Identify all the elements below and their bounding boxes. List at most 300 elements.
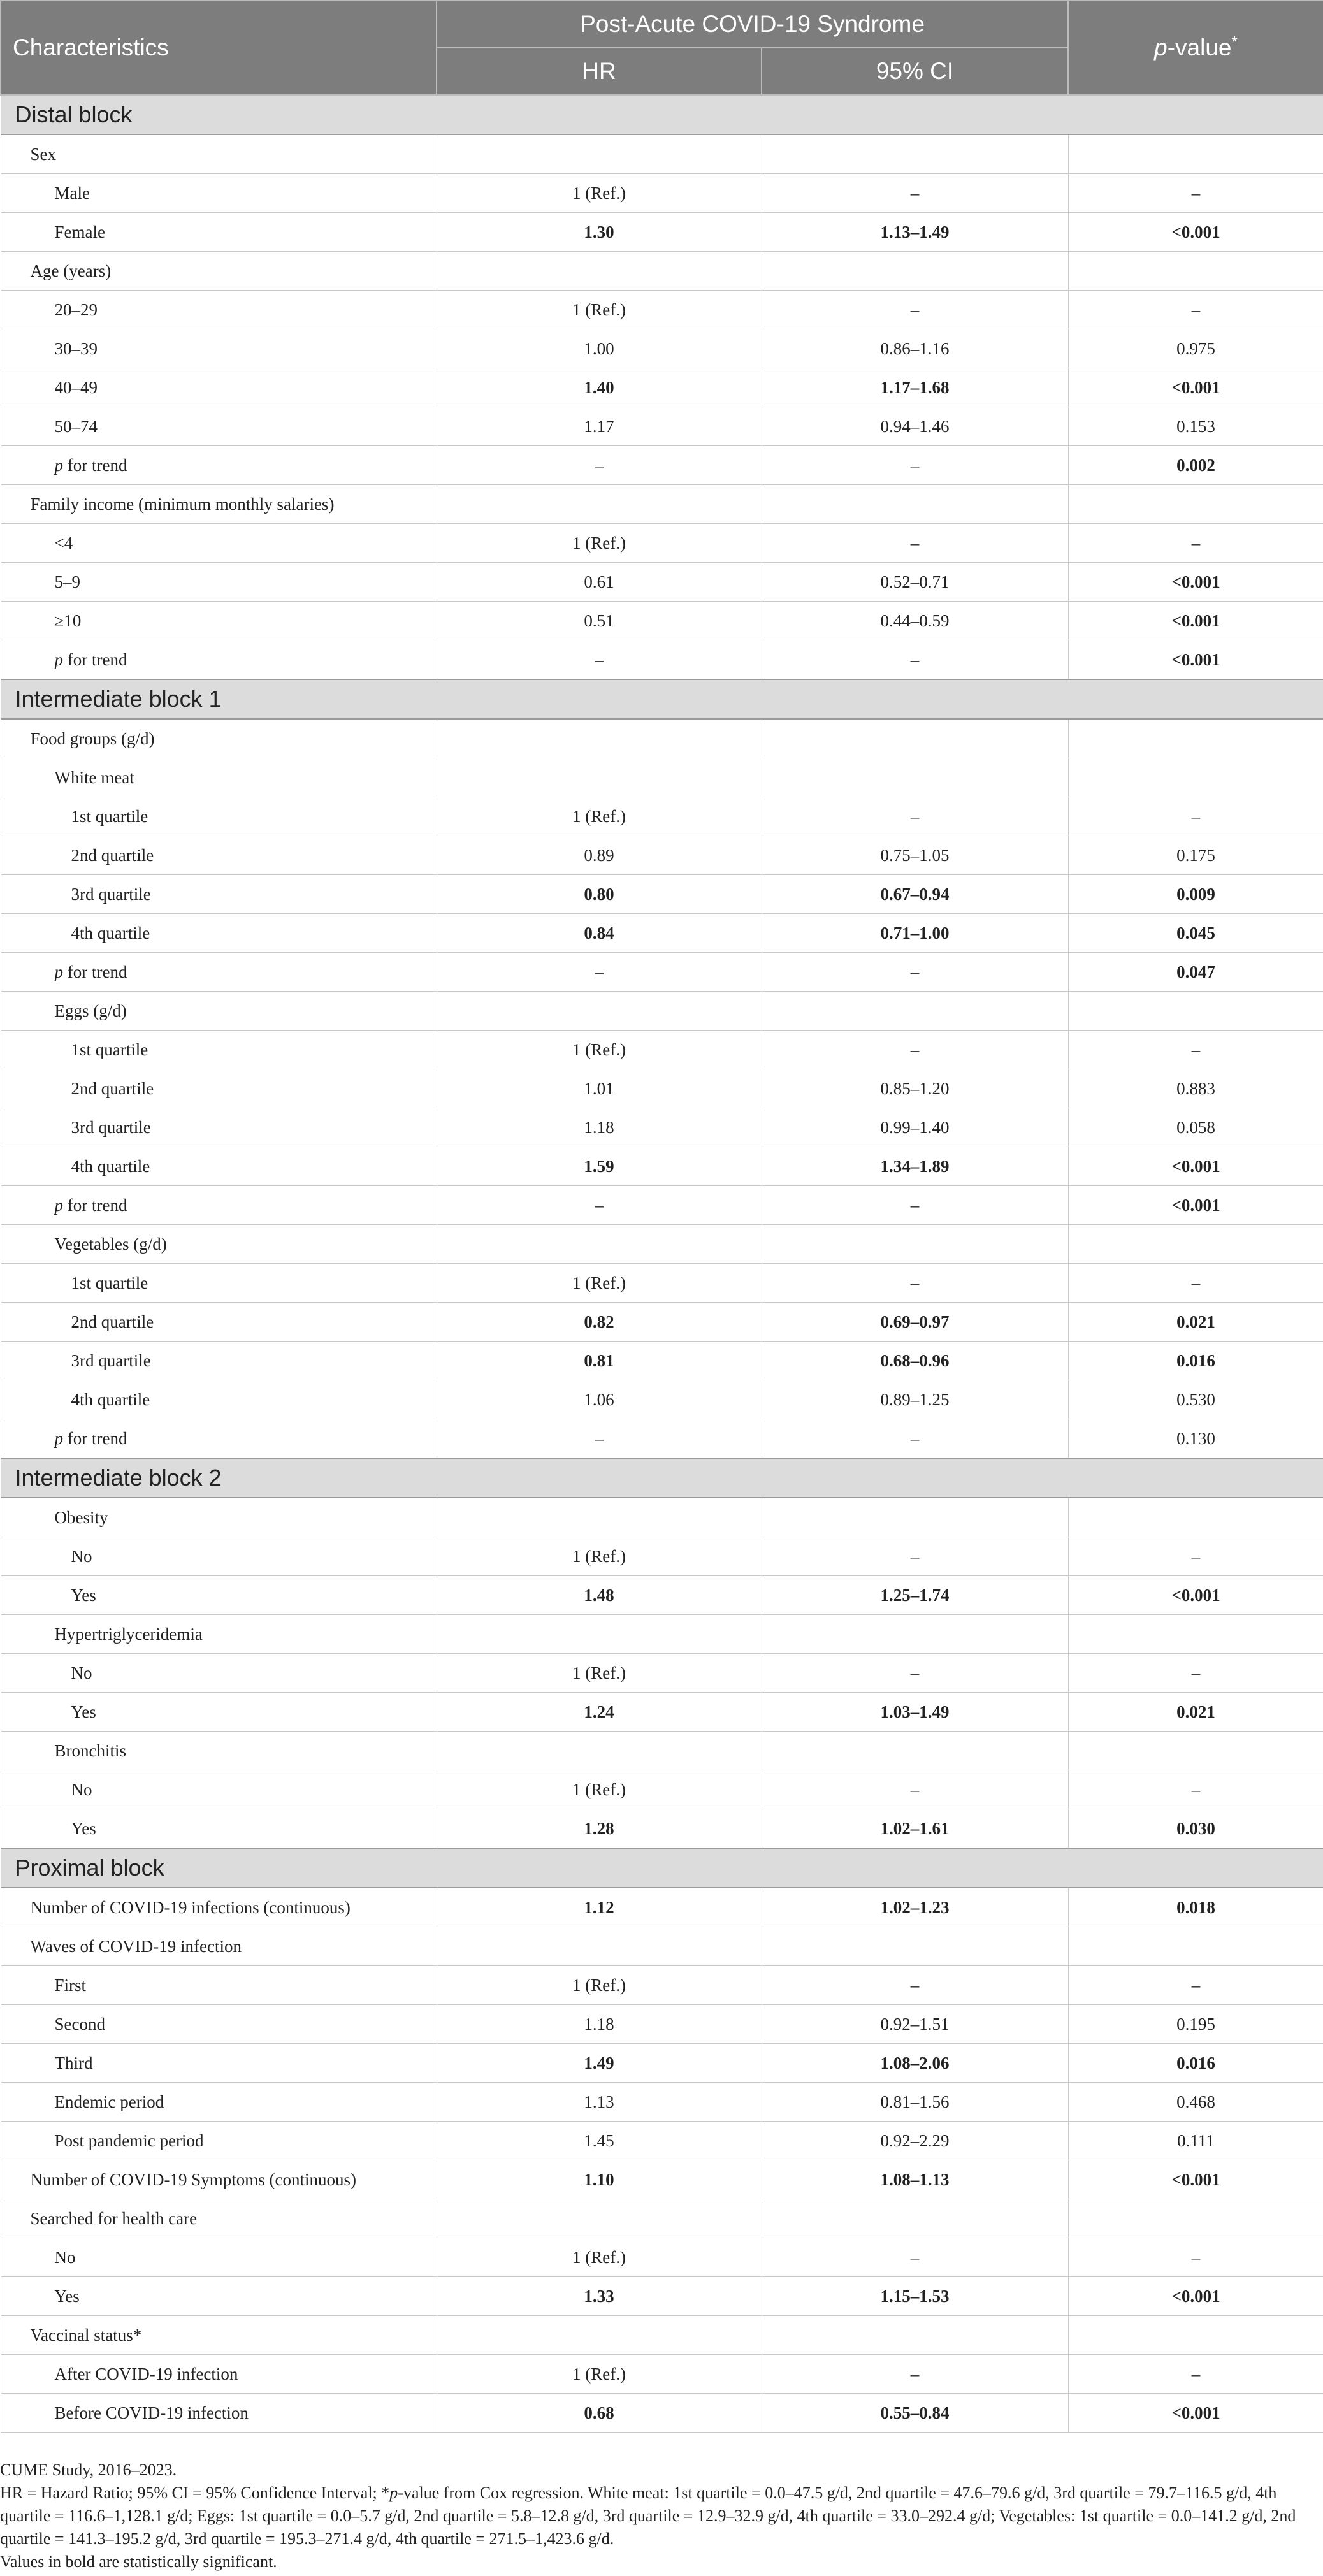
hr-cell: 1.45	[437, 2122, 762, 2160]
hr-cell: –	[437, 446, 762, 485]
hr-cell: 1 (Ref.)	[437, 797, 762, 836]
row-label: Searched for health care	[1, 2199, 437, 2238]
ci-cell: 0.92–2.29	[762, 2122, 1068, 2160]
row-label: 4th quartile	[1, 1380, 437, 1419]
table-row	[1, 1225, 1323, 1264]
p-value-cell: <0.001	[1068, 1576, 1323, 1615]
hr-cell: 1.13	[437, 2083, 762, 2122]
row-label: Before COVID-19 infection	[1, 2394, 437, 2433]
ci-cell	[762, 252, 1068, 291]
hr-cell: 1 (Ref.)	[437, 1770, 762, 1809]
ci-cell	[762, 1615, 1068, 1654]
hr-cell: 1.10	[437, 2160, 762, 2199]
row-label: First	[1, 1966, 437, 2005]
block-header-row	[1, 1848, 1323, 1888]
row-label: Age (years)	[1, 252, 437, 291]
ci-cell	[762, 1498, 1068, 1537]
row-label: Second	[1, 2005, 437, 2044]
hr-cell: 1.17	[437, 407, 762, 446]
table-row	[1, 875, 1323, 914]
hr-cell	[437, 252, 762, 291]
table-row	[1, 992, 1323, 1031]
p-value-cell	[1068, 1732, 1323, 1770]
p-value-cell	[1068, 2316, 1323, 2355]
row-label-italic: p	[54, 455, 63, 475]
table-row	[1, 1069, 1323, 1108]
ci-cell: 0.85–1.20	[762, 1069, 1068, 1108]
hr-cell: 1.28	[437, 1809, 762, 1849]
ci-cell: 1.08–2.06	[762, 2044, 1068, 2083]
hr-cell: 1 (Ref.)	[437, 1537, 762, 1576]
hr-cell: –	[437, 640, 762, 680]
row-label-text: for trend	[63, 649, 127, 669]
row-label-text: for trend	[63, 1195, 127, 1215]
footnote-source: CUME Study, 2016–2023.	[0, 2461, 177, 2479]
hr-cell	[437, 992, 762, 1031]
row-label: 3rd quartile	[1, 1342, 437, 1380]
p-value-cell: <0.001	[1068, 602, 1323, 640]
p-value-cell: 0.883	[1068, 1069, 1323, 1108]
table-row	[1, 368, 1323, 407]
hr-cell	[437, 1927, 762, 1966]
table-row	[1, 1498, 1323, 1537]
p-value-cell: –	[1068, 797, 1323, 836]
ci-cell	[762, 719, 1068, 758]
table-header	[1, 1, 1323, 95]
p-value-cell	[1068, 252, 1323, 291]
ci-cell: –	[762, 1031, 1068, 1069]
hr-cell	[437, 2316, 762, 2355]
table-body	[1, 95, 1323, 2433]
p-value-cell: –	[1068, 1537, 1323, 1576]
p-value-cell: –	[1068, 524, 1323, 563]
row-label	[1, 1419, 437, 1459]
ci-cell: –	[762, 1419, 1068, 1459]
table-row	[1, 291, 1323, 329]
table-row	[1, 1927, 1323, 1966]
block-title: Intermediate block 1	[1, 679, 1323, 719]
hr-cell: 1.40	[437, 368, 762, 407]
p-value-cell: <0.001	[1068, 213, 1323, 252]
p-value-cell	[1068, 485, 1323, 524]
table-row	[1, 252, 1323, 291]
ci-cell: –	[762, 1770, 1068, 1809]
table-row	[1, 1031, 1323, 1069]
block-header-row	[1, 1458, 1323, 1498]
hr-cell	[437, 2199, 762, 2238]
hr-cell: 0.81	[437, 1342, 762, 1380]
table-row	[1, 524, 1323, 563]
hr-cell: 0.68	[437, 2394, 762, 2433]
p-value-cell	[1068, 1498, 1323, 1537]
ci-cell: 0.68–0.96	[762, 1342, 1068, 1380]
table-row	[1, 1303, 1323, 1342]
ci-cell	[762, 992, 1068, 1031]
hr-cell: 0.89	[437, 836, 762, 875]
table-row	[1, 2083, 1323, 2122]
hr-cell: 1 (Ref.)	[437, 1264, 762, 1303]
hr-cell: 1.01	[437, 1069, 762, 1108]
ci-cell: 1.02–1.61	[762, 1809, 1068, 1849]
p-value-cell: 0.111	[1068, 2122, 1323, 2160]
hr-cell: 1 (Ref.)	[437, 1031, 762, 1069]
ci-cell: –	[762, 2355, 1068, 2394]
hr-cell: 1 (Ref.)	[437, 524, 762, 563]
ci-cell: 0.92–1.51	[762, 2005, 1068, 2044]
row-label: 40–49	[1, 368, 437, 407]
p-value-cell	[1068, 1927, 1323, 1966]
row-label: Endemic period	[1, 2083, 437, 2122]
table-row	[1, 1693, 1323, 1732]
row-label	[1, 640, 437, 680]
table-row	[1, 1654, 1323, 1693]
row-label	[1, 446, 437, 485]
row-label: 2nd quartile	[1, 1069, 437, 1108]
hr-cell	[437, 1498, 762, 1537]
row-label: Yes	[1, 2277, 437, 2316]
row-label: Family income (minimum monthly salaries)	[1, 485, 437, 524]
table-row	[1, 2122, 1323, 2160]
row-label: 1st quartile	[1, 1031, 437, 1069]
block-title: Distal block	[1, 95, 1323, 134]
footnotes	[0, 2459, 1317, 2573]
p-value-cell: –	[1068, 1031, 1323, 1069]
hr-cell: 0.80	[437, 875, 762, 914]
hr-cell: 1.33	[437, 2277, 762, 2316]
row-label: Male	[1, 174, 437, 213]
hr-cell: 0.82	[437, 1303, 762, 1342]
row-label: Food groups (g/d)	[1, 719, 437, 758]
row-label: Number of COVID-19 infections (continuous)	[1, 1888, 437, 1927]
row-label-italic: p	[54, 1428, 63, 1448]
hr-cell: 0.61	[437, 563, 762, 602]
row-label: Waves of COVID-19 infection	[1, 1927, 437, 1966]
hr-cell: –	[437, 1186, 762, 1225]
table-row	[1, 1770, 1323, 1809]
p-value-cell: <0.001	[1068, 563, 1323, 602]
row-label: Female	[1, 213, 437, 252]
ci-cell: –	[762, 953, 1068, 992]
row-label: Third	[1, 2044, 437, 2083]
hr-cell: –	[437, 1419, 762, 1459]
row-label-text: for trend	[63, 1428, 127, 1448]
row-label: White meat	[1, 758, 437, 797]
hr-cell: 1 (Ref.)	[437, 2355, 762, 2394]
table-row	[1, 485, 1323, 524]
header-p-italic: p	[1154, 34, 1168, 61]
table-row	[1, 2199, 1323, 2238]
hr-cell	[437, 1615, 762, 1654]
row-label: Number of COVID-19 Symptoms (continuous)	[1, 2160, 437, 2199]
row-label: ≥10	[1, 602, 437, 640]
ci-cell: 0.94–1.46	[762, 407, 1068, 446]
block-title: Intermediate block 2	[1, 1458, 1323, 1498]
p-value-cell: 0.058	[1068, 1108, 1323, 1147]
hr-cell	[437, 134, 762, 174]
table-row	[1, 563, 1323, 602]
table-row	[1, 2316, 1323, 2355]
hr-cell: 1.49	[437, 2044, 762, 2083]
p-value-cell	[1068, 2199, 1323, 2238]
ci-cell: –	[762, 2238, 1068, 2277]
ci-cell: –	[762, 1654, 1068, 1693]
p-value-cell	[1068, 992, 1323, 1031]
row-label: 2nd quartile	[1, 1303, 437, 1342]
ci-cell: 1.03–1.49	[762, 1693, 1068, 1732]
hr-cell: 1.00	[437, 329, 762, 368]
row-label: 30–39	[1, 329, 437, 368]
table-row	[1, 2277, 1323, 2316]
table-row	[1, 2044, 1323, 2083]
hr-cell: 1.24	[437, 1693, 762, 1732]
p-value-cell: 0.468	[1068, 2083, 1323, 2122]
p-value-cell	[1068, 758, 1323, 797]
ci-cell: 0.52–0.71	[762, 563, 1068, 602]
p-value-cell	[1068, 1225, 1323, 1264]
p-value-cell: 0.021	[1068, 1303, 1323, 1342]
table-row	[1, 1537, 1323, 1576]
row-label: Hypertriglyceridemia	[1, 1615, 437, 1654]
table-row	[1, 446, 1323, 485]
hr-cell: 1.48	[437, 1576, 762, 1615]
p-value-cell: –	[1068, 174, 1323, 213]
p-value-cell: –	[1068, 1654, 1323, 1693]
row-label: 1st quartile	[1, 797, 437, 836]
row-label: No	[1, 1654, 437, 1693]
hr-cell: 1.18	[437, 2005, 762, 2044]
ci-cell: –	[762, 174, 1068, 213]
p-value-cell: –	[1068, 2238, 1323, 2277]
row-label: Yes	[1, 1693, 437, 1732]
row-label: <4	[1, 524, 437, 563]
table-row	[1, 797, 1323, 836]
table-row	[1, 1966, 1323, 2005]
hr-cell: 1.12	[437, 1888, 762, 1927]
p-value-cell: 0.153	[1068, 407, 1323, 446]
p-value-cell: <0.001	[1068, 1186, 1323, 1225]
ci-cell	[762, 1927, 1068, 1966]
header-p-rest: -value	[1167, 34, 1232, 61]
p-value-cell: 0.018	[1068, 1888, 1323, 1927]
ci-cell: 0.44–0.59	[762, 602, 1068, 640]
p-value-cell: –	[1068, 1966, 1323, 2005]
hr-cell	[437, 485, 762, 524]
ci-cell: 0.55–0.84	[762, 2394, 1068, 2433]
p-value-cell: –	[1068, 1264, 1323, 1303]
row-label: Vaccinal status*	[1, 2316, 437, 2355]
ci-cell	[762, 1732, 1068, 1770]
ci-cell: 0.71–1.00	[762, 914, 1068, 953]
row-label: 5–9	[1, 563, 437, 602]
ci-cell: 1.08–1.13	[762, 2160, 1068, 2199]
p-value-cell: 0.030	[1068, 1809, 1323, 1849]
row-label: 3rd quartile	[1, 1108, 437, 1147]
ci-cell	[762, 2199, 1068, 2238]
table-row	[1, 1576, 1323, 1615]
table-row	[1, 1186, 1323, 1225]
hr-cell: 1 (Ref.)	[437, 174, 762, 213]
table-row	[1, 174, 1323, 213]
ci-cell: –	[762, 1186, 1068, 1225]
row-label-text: for trend	[63, 962, 127, 981]
p-value-cell: <0.001	[1068, 640, 1323, 680]
ci-cell: –	[762, 640, 1068, 680]
row-label: Post pandemic period	[1, 2122, 437, 2160]
row-label: 1st quartile	[1, 1264, 437, 1303]
hr-cell: 0.51	[437, 602, 762, 640]
p-value-cell: <0.001	[1068, 2277, 1323, 2316]
table-row	[1, 1809, 1323, 1849]
table-row	[1, 1264, 1323, 1303]
p-value-cell: –	[1068, 2355, 1323, 2394]
header-p-value	[1068, 1, 1323, 95]
row-label: 3rd quartile	[1, 875, 437, 914]
hr-cell: 1.18	[437, 1108, 762, 1147]
p-value-cell: 0.047	[1068, 953, 1323, 992]
table-row	[1, 1147, 1323, 1186]
p-value-cell: 0.021	[1068, 1693, 1323, 1732]
hr-cell: 1.59	[437, 1147, 762, 1186]
ci-cell: –	[762, 524, 1068, 563]
p-value-cell: <0.001	[1068, 368, 1323, 407]
hr-cell	[437, 758, 762, 797]
row-label	[1, 953, 437, 992]
row-label: No	[1, 1537, 437, 1576]
ci-cell: 1.25–1.74	[762, 1576, 1068, 1615]
table-row	[1, 213, 1323, 252]
ci-cell	[762, 134, 1068, 174]
hr-cell: 1 (Ref.)	[437, 1654, 762, 1693]
row-label: 50–74	[1, 407, 437, 446]
row-label: No	[1, 2238, 437, 2277]
table-row	[1, 2238, 1323, 2277]
ci-cell: 0.99–1.40	[762, 1108, 1068, 1147]
p-value-cell: 0.130	[1068, 1419, 1323, 1459]
row-label: No	[1, 1770, 437, 1809]
ci-cell: –	[762, 797, 1068, 836]
row-label: 4th quartile	[1, 1147, 437, 1186]
ci-cell: 0.86–1.16	[762, 329, 1068, 368]
hr-cell: 1.06	[437, 1380, 762, 1419]
ci-cell: 1.13–1.49	[762, 213, 1068, 252]
row-label: Yes	[1, 1576, 437, 1615]
p-value-cell	[1068, 719, 1323, 758]
ci-cell: –	[762, 446, 1068, 485]
table-row	[1, 953, 1323, 992]
header-hr: HR	[437, 48, 762, 95]
table-row	[1, 914, 1323, 953]
row-label: After COVID-19 infection	[1, 2355, 437, 2394]
ci-cell: 0.89–1.25	[762, 1380, 1068, 1419]
ci-cell	[762, 485, 1068, 524]
p-value-cell: 0.002	[1068, 446, 1323, 485]
table-row	[1, 2394, 1323, 2433]
row-label: Obesity	[1, 1498, 437, 1537]
row-label: Vegetables (g/d)	[1, 1225, 437, 1264]
header-characteristics: Characteristics	[1, 1, 437, 95]
table-row	[1, 1108, 1323, 1147]
row-label: Sex	[1, 134, 437, 174]
p-value-cell: 0.195	[1068, 2005, 1323, 2044]
p-value-cell	[1068, 134, 1323, 174]
table-row	[1, 836, 1323, 875]
block-header-row	[1, 95, 1323, 134]
row-label: 4th quartile	[1, 914, 437, 953]
header-group-title: Post-Acute COVID-19 Syndrome	[437, 1, 1068, 48]
table-row	[1, 1380, 1323, 1419]
row-label: Yes	[1, 1809, 437, 1849]
p-value-cell: 0.975	[1068, 329, 1323, 368]
p-value-cell: 0.530	[1068, 1380, 1323, 1419]
table-row	[1, 407, 1323, 446]
row-label-italic: p	[54, 649, 63, 669]
p-value-cell: –	[1068, 291, 1323, 329]
hr-cell: 1 (Ref.)	[437, 2238, 762, 2277]
p-value-cell: 0.045	[1068, 914, 1323, 953]
table-row	[1, 1732, 1323, 1770]
ci-cell: 0.69–0.97	[762, 1303, 1068, 1342]
p-value-cell: 0.016	[1068, 2044, 1323, 2083]
p-value-cell: <0.001	[1068, 1147, 1323, 1186]
table-row	[1, 2005, 1323, 2044]
hr-cell: 1 (Ref.)	[437, 291, 762, 329]
footnote-abbrev-italic: p	[389, 2484, 398, 2502]
table-row	[1, 1615, 1323, 1654]
p-value-cell: <0.001	[1068, 2160, 1323, 2199]
row-label: 20–29	[1, 291, 437, 329]
table-row	[1, 602, 1323, 640]
ci-cell	[762, 1225, 1068, 1264]
block-header-row	[1, 679, 1323, 719]
table-row	[1, 1342, 1323, 1380]
ci-cell: 0.81–1.56	[762, 2083, 1068, 2122]
ci-cell	[762, 758, 1068, 797]
ci-cell: –	[762, 1966, 1068, 2005]
row-label-text: for trend	[63, 455, 127, 475]
row-label: Bronchitis	[1, 1732, 437, 1770]
table-row	[1, 2355, 1323, 2394]
hr-cell: –	[437, 953, 762, 992]
p-value-cell: 0.175	[1068, 836, 1323, 875]
row-label-italic: p	[54, 962, 63, 981]
ci-cell: 1.17–1.68	[762, 368, 1068, 407]
ci-cell: 0.75–1.05	[762, 836, 1068, 875]
ci-cell: 0.67–0.94	[762, 875, 1068, 914]
ci-cell: 1.34–1.89	[762, 1147, 1068, 1186]
row-label: 2nd quartile	[1, 836, 437, 875]
row-label-italic: p	[54, 1195, 63, 1215]
p-value-cell	[1068, 1615, 1323, 1654]
table-row	[1, 1888, 1323, 1927]
table-row	[1, 1419, 1323, 1459]
footnote-abbrev-part1: HR = Hazard Ratio; 95% CI = 95% Confidence Interval; *	[0, 2484, 390, 2502]
table-row	[1, 719, 1323, 758]
ci-cell: 1.02–1.23	[762, 1888, 1068, 1927]
table-row	[1, 2160, 1323, 2199]
header-p-star: *	[1231, 33, 1238, 51]
ci-cell	[762, 2316, 1068, 2355]
footnote-bold-note: Values in bold are statistically significant.	[0, 2552, 277, 2571]
block-title: Proximal block	[1, 1848, 1323, 1888]
hr-cell	[437, 1732, 762, 1770]
table-row	[1, 758, 1323, 797]
p-value-cell: <0.001	[1068, 2394, 1323, 2433]
footnote-abbrev-part2: -value from Cox regression. White meat: 1st quartile = 0.0–47.5 g/d, 2nd quartile = 47.6–79.6 g/d, 3rd quartile = 79.7–116.5 g/d, 4th quartile = 116.6–1,128.1 g/d; Eggs: 1st quartile = 0.0–5.7 g/d, 2nd quartile = 5.8–12.8 g/d, 3rd quartile = 12.9–32.9 g/d, 4th quartile = 33.0–292.4 g/d; Vegetables: 1st quartile = 0.0–141.2 g/d, 2nd quartile = 141.3–195.2 g/d, 3rd quartile = 195.3–271.4 g/d, 4th quartile = 271.5–1,423.6 g/d.	[0, 2484, 1296, 2548]
hr-cell: 1 (Ref.)	[437, 1966, 762, 2005]
hr-cell: 0.84	[437, 914, 762, 953]
hr-cell	[437, 1225, 762, 1264]
row-label: Eggs (g/d)	[1, 992, 437, 1031]
